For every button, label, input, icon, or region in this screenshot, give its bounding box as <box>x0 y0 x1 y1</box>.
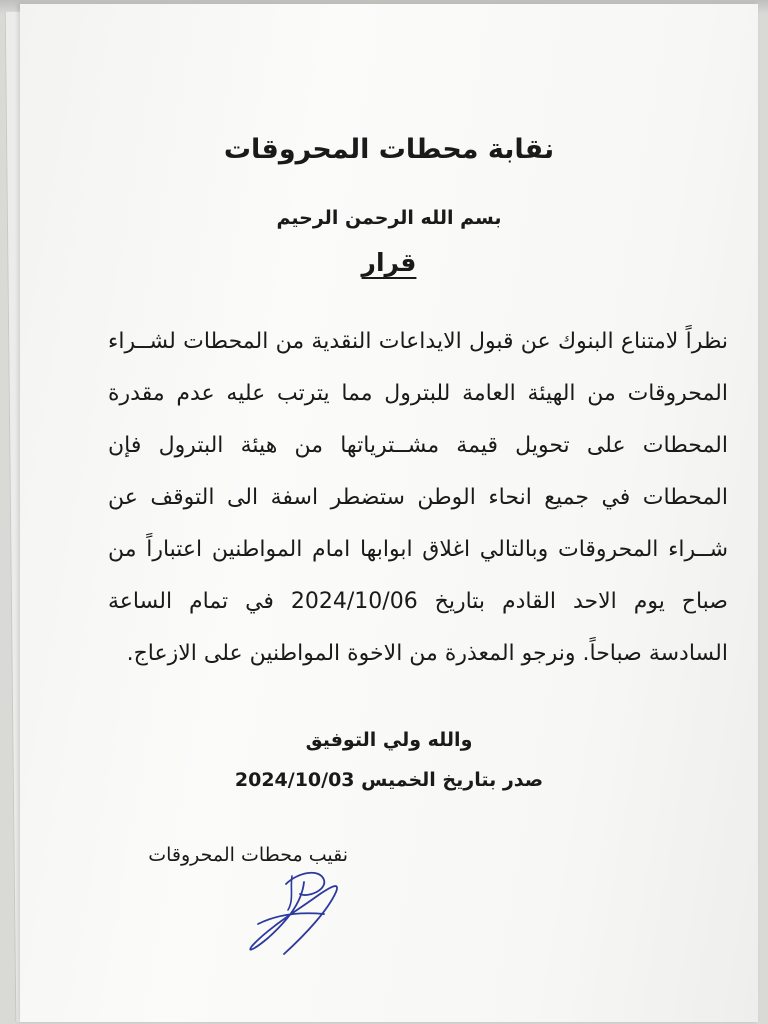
document-page <box>20 4 758 1022</box>
handwritten-signature <box>228 854 358 964</box>
signer-title: نقيب محطات المحروقات <box>148 844 348 866</box>
basmala: بسم الله الرحمن الرحيم <box>276 207 502 229</box>
document-title: نقابة محطات المحروقات <box>223 134 555 165</box>
decision-heading <box>20 248 758 277</box>
closing-line: والله ولي التوفيق <box>305 729 473 751</box>
decision-heading-text: قرار <box>361 248 417 277</box>
decision-body: نظراً لامتناع البنوك عن قبول الايداعات النقدية من المحطات لشــراء المحروقات من الهيئة العامة للبترول مما يترتب عليه عدم مقدرة المحطات على تحويل قيمة مشــترياتها من هيئة البترول فإن المحطات في جميع انحاء الوطن ستضطر اسفة الى التوقف عن شــراء المحروقات وبالتالي اغلاق ابوابها امام المواطنين اعتباراً من صباح يوم الاحد القادم بتاريخ 2024/10/06 في تمام الساعة السادسة صباحاً. ونرجو المعذرة من الاخوة المواطنين على الازعاج. <box>108 329 728 666</box>
issued-date: صدر بتاريخ الخميس 2024/10/03 <box>234 769 544 791</box>
